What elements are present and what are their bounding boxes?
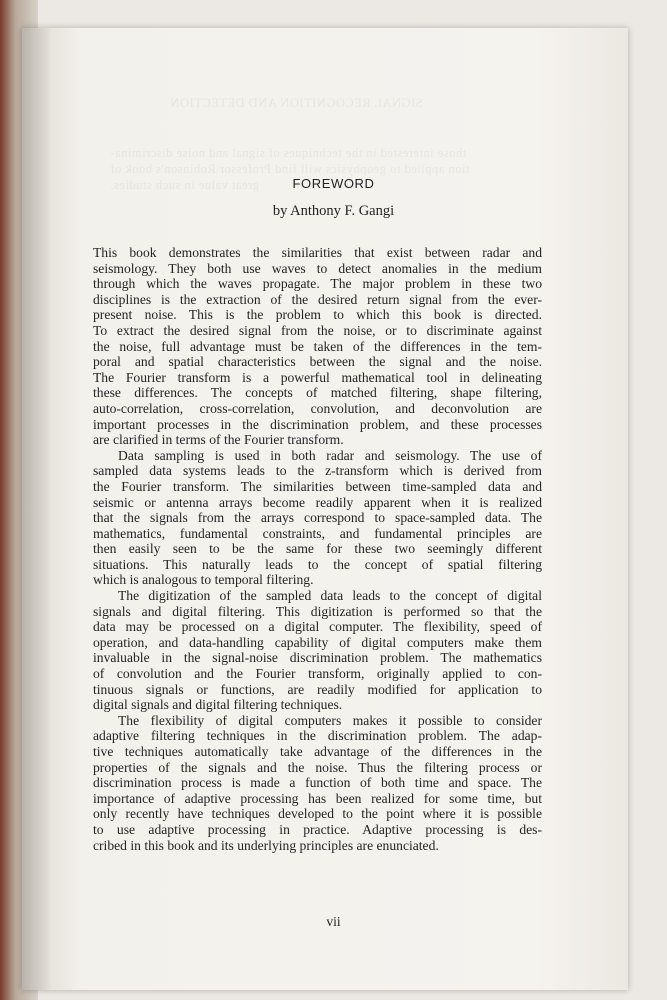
text-line: sampled data systems leads to the z-transform which is derived from: [93, 463, 542, 479]
text-line: these differences. The concepts of matched filtering, shape filtering,: [93, 385, 542, 401]
text-line: signals and digital filtering. This digitization is performed so that the: [93, 603, 542, 619]
text-line: are clarified in terms of the Fourier transform.: [93, 432, 344, 448]
byline: by Anthony F. Gangi: [272, 203, 395, 219]
text-line: digital signals and digital filtering techniques.: [93, 697, 343, 713]
text-line: seismology. They both use waves to detect anomalies in the medium: [93, 260, 542, 276]
text-line: operation, and data-handling capability of digital computers make them: [93, 634, 542, 650]
text-line: to use adaptive processing in practice. Adaptive processing is des-: [93, 821, 542, 837]
paragraph: [93, 588, 542, 713]
text-line: invaluable in the signal-noise discrimination problem. The mathematics: [93, 650, 542, 666]
text-line: auto-correlation, cross-correlation, convolution, and deconvolution are: [93, 400, 542, 416]
text-line: cribed in this book and its underlying principles are enunciated.: [93, 837, 439, 853]
text-line: tinuous signals or functions, are readily modified for application to: [93, 681, 542, 697]
text-line: poral and spatial characteristics between the signal and the noise.: [93, 354, 542, 370]
text-line: only recently have techniques developed to the point where it is possible: [93, 806, 542, 822]
text-line: present noise. This is the problem to which this book is directed.: [93, 307, 542, 323]
text-line: discrimination process is made a function of both time and space. The: [93, 775, 542, 791]
text-line: mathematics, fundamental constraints, and fundamental principles are: [93, 525, 542, 541]
page-number: vii: [326, 914, 341, 929]
show-through-text: tion applied to geophysics will find Professor Robinson's book of: [110, 162, 470, 176]
show-through-text: great value in such studies.: [110, 178, 260, 192]
text-line: of convolution and the Fourier transform, originally applied to con-: [93, 666, 542, 682]
text-line: importance of adaptive processing has been realized for some time, but: [93, 790, 542, 806]
show-through-text: SIGNAL RECOGNITION AND DETECTION: [170, 96, 423, 110]
text-line: that the signals from the arrays correspond to space-sampled data. The: [93, 510, 542, 526]
paragraph: [93, 448, 542, 588]
text-line: properties of the signals and the noise. Thus the filtering process or: [93, 759, 542, 775]
paragraph: [93, 713, 542, 853]
text-line: To extract the desired signal from the noise, or to discriminate against: [93, 322, 542, 338]
text-line: seismic or antenna arrays become readily apparent when it is realized: [93, 494, 542, 510]
page-gutter-shadow: [22, 28, 52, 990]
text-line: data may be processed on a digital computer. The flexibility, speed of: [93, 619, 542, 635]
foreword-body: [93, 245, 542, 853]
text-line: important processes in the discrimination problem, and these processes: [93, 416, 542, 432]
text-line: The flexibility of digital computers makes it possible to consider: [118, 712, 542, 728]
paragraph: [93, 245, 542, 448]
show-through-text: those interested in the techniques of signal and noise discrimina-: [110, 146, 467, 160]
text-line: disciplines is the extraction of the desired return signal from the ever-: [93, 291, 542, 307]
text-line: which is analogous to temporal filtering.: [93, 572, 314, 588]
text-line: the noise, full advantage must be taken of the differences in the tem-: [93, 338, 542, 354]
text-line: The Fourier transform is a powerful mathematical tool in delineating: [93, 369, 542, 385]
text-line: through which the waves propagate. The major problem in these two: [93, 276, 542, 292]
text-line: This book demonstrates the similarities that exist between radar and: [93, 245, 542, 260]
text-line: the Fourier transform. The similarities between time-sampled data and: [93, 478, 542, 494]
text-line: tive techniques automatically take advantage of the differences in the: [93, 744, 542, 759]
text-line: Data sampling is used in both radar and seismology. The use of: [118, 447, 542, 463]
text-line: then easily seen to be the same for these two seemingly different: [93, 541, 542, 557]
text-line: adaptive filtering techniques in the discrimination problem. The adap-: [93, 728, 542, 744]
text-line: The digitization of the sampled data leads to the concept of digital: [118, 588, 542, 604]
text-line: situations. This naturally leads to the concept of spatial filtering: [93, 556, 542, 572]
page-title: FOREWORD: [292, 176, 375, 191]
